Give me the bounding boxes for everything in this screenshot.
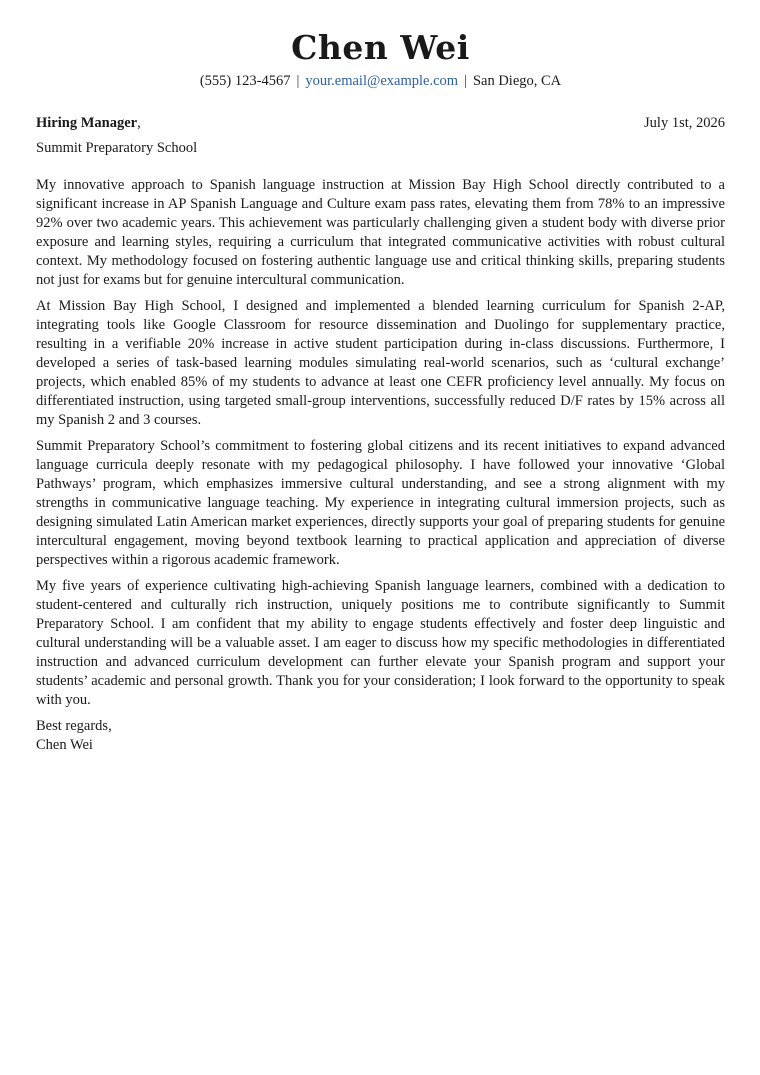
body-paragraph: Summit Preparatory School’s commitment to fostering global citizens and its recent initiatives to expand advanced language curricula deeply resonate with my pedagogical philosophy. I have followed your innovative ‘Global Pathways’ program, which emphasizes immersive cultural understanding, and see a strong alignment with my strengths in communicative language teaching. My experience in integrating cultural immersion projects, such as designing simulated Latin American market experiences, directly supports your goal of preparing students for genuine intercultural engagement, moving beyond textbook learning to practical application and appreciation of diverse perspectives within a rigorous academic framework. bbox=[36, 438, 725, 568]
body-paragraph: My innovative approach to Spanish language instruction at Mission Bay High School directly contributed to a significant increase in AP Spanish Language and Culture exam pass rates, elevating them from 78% to an impressive 92% over two academic years. This achievement was particularly challenging given a student body with diverse prior exposure and learning styles, requiring a curriculum that integrated communicative activities with robust cultural context. My methodology focused on fostering authentic language use and critical thinking skills, preparing students not just for exams but for genuine intercultural communication. bbox=[36, 177, 725, 288]
recipient-title: Hiring Manager bbox=[36, 115, 138, 131]
body-paragraph: At Mission Bay High School, I designed and implemented a blended learning curriculum for Spanish 2-AP, integrating tools like Google Classroom for resource dissemination and Duolingo for supplementary practice, resulting in a verifiable 20% increase in active student participation during in-class discussions. Furthermore, I developed a series of task-based learning modules simulating real-world scenarios, such as ‘cultural exchange’ projects, which enabled 85% of my students to advance at least one CEFR proficiency level annually. My focus on differentiated instruction, using targeted small-group interventions, successfully reduced D/F rates by 15% across all my Spanish 2 and 3 courses. bbox=[36, 298, 725, 428]
recipient-organization: Summit Preparatory School bbox=[36, 140, 198, 156]
cover-letter-page bbox=[36, 0, 725, 755]
contact-separator: | bbox=[464, 73, 467, 89]
contact-line bbox=[36, 71, 725, 91]
letter-date: July 1st, 2026 bbox=[644, 115, 725, 131]
body-paragraph: My five years of experience cultivating high-achieving Spanish language learners, combined with a dedication to student-centered and culturally rich instruction, uniquely positions me to contribute significantly to Summit Preparatory School. I am confident that my ability to engage students effectively and foster deep linguistic and cultural understanding will be a valuable asset. I am eager to discuss how my specific methodologies in differentiated instruction and advanced curriculum development can further elevate your Spanish program and support your students’ academic and personal growth. Thank you for your consideration; I look forward to the opportunity to speak with you. bbox=[36, 578, 725, 708]
letter-body bbox=[36, 176, 725, 710]
recipient-row bbox=[36, 113, 725, 133]
closing-salutation: Best regards, bbox=[36, 718, 112, 734]
recipient-title-suffix: , bbox=[137, 115, 141, 131]
signature-name: Chen Wei bbox=[36, 737, 93, 753]
location: San Diego, CA bbox=[472, 73, 562, 89]
letter-closing bbox=[36, 717, 725, 755]
applicant-name: Chen Wei bbox=[291, 28, 470, 67]
phone-number: (555) 123-4567 bbox=[199, 73, 291, 89]
contact-separator: | bbox=[296, 73, 300, 89]
recipient-greeting bbox=[36, 113, 141, 133]
email-link[interactable]: your.email@example.com bbox=[305, 73, 459, 89]
